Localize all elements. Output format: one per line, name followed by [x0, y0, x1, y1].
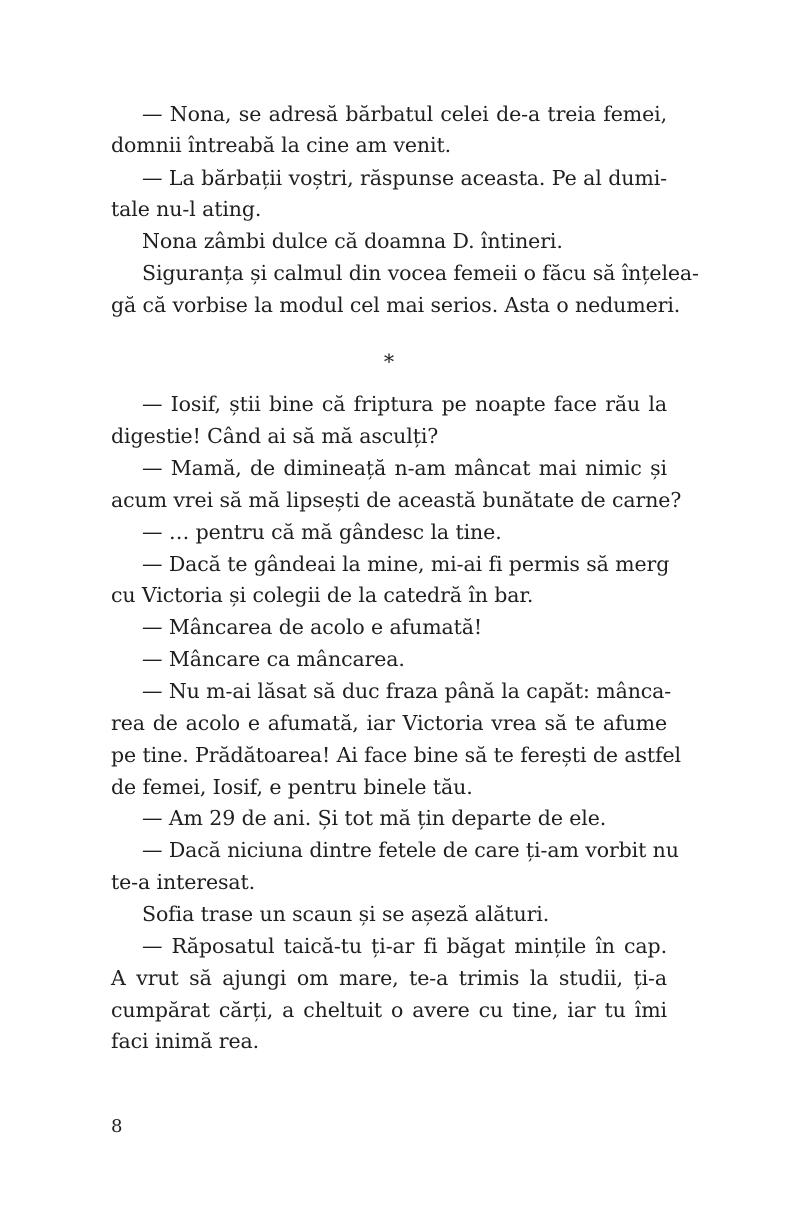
- text-line: A vrut să ajungi om mare, te-a trimis la studii, ți-a: [111, 966, 667, 990]
- text-line: Siguranța și calmul din vocea femeii o făcu să înțelea-: [142, 261, 699, 285]
- text-line: gă că vorbise la modul cel mai serios. Asta o nedumeri.: [111, 293, 681, 317]
- text-line: — Dacă niciuna dintre fetele de care ți-am vorbit nu: [142, 838, 679, 862]
- text-line: cu Victoria și colegii de la catedră în bar.: [111, 583, 534, 607]
- text-line: — Nu m-ai lăsat să duc fraza până la capăt: mânca-: [142, 679, 672, 703]
- text-line: rea de acolo e afumată, iar Victoria vrea să te afume: [111, 711, 667, 735]
- text-line: acum vrei să mă lipsești de această bunătate de carne?: [111, 488, 682, 512]
- text-line: domnii întreabă la cine am venit.: [111, 133, 452, 157]
- text-line: — … pentru că mă gândesc la tine.: [142, 520, 502, 544]
- text-line: — Mâncare ca mâncarea.: [142, 647, 405, 671]
- text-line: — Mâncarea de acolo e afumată!: [142, 615, 483, 639]
- text-line: de femei, Iosif, e pentru binele tău.: [111, 775, 473, 799]
- text-line: te-a interesat.: [111, 870, 256, 894]
- text-line: Sofia trase un scaun și se așeză alături.: [142, 902, 550, 926]
- page-number: 8: [111, 1116, 123, 1137]
- section-separator: *: [383, 350, 395, 374]
- text-line: — Nona, se adresă bărbatul celei de-a treia femei,: [142, 102, 667, 126]
- text-line: faci inimă rea.: [111, 1029, 260, 1053]
- text-line: tale nu-l ating.: [111, 197, 262, 221]
- text-line: — Răposatul taică-tu ți-ar fi băgat mințile în cap.: [142, 934, 667, 958]
- text-line: Nona zâmbi dulce că doamna D. întineri.: [142, 229, 563, 253]
- text-line: pe tine. Prădătoarea! Ai face bine să te ferești de astfel: [111, 743, 682, 767]
- text-line: — Mamă, de dimineață n-am mâncat mai nimic și: [142, 456, 667, 480]
- text-line: cumpărat cărți, a cheltuit o avere cu tine, iar tu îmi: [111, 998, 667, 1022]
- text-line: — La bărbații voștri, răspunse aceasta. Pe al dumi-: [142, 166, 667, 190]
- text-line: — Dacă te gândeai la mine, mi-ai fi permis să merg: [142, 552, 670, 576]
- text-line: — Iosif, știi bine că friptura pe noapte face rău la: [142, 392, 667, 416]
- text-line: digestie! Când ai să mă asculți?: [111, 424, 439, 448]
- text-line: — Am 29 de ani. Și tot mă țin departe de ele.: [142, 806, 607, 830]
